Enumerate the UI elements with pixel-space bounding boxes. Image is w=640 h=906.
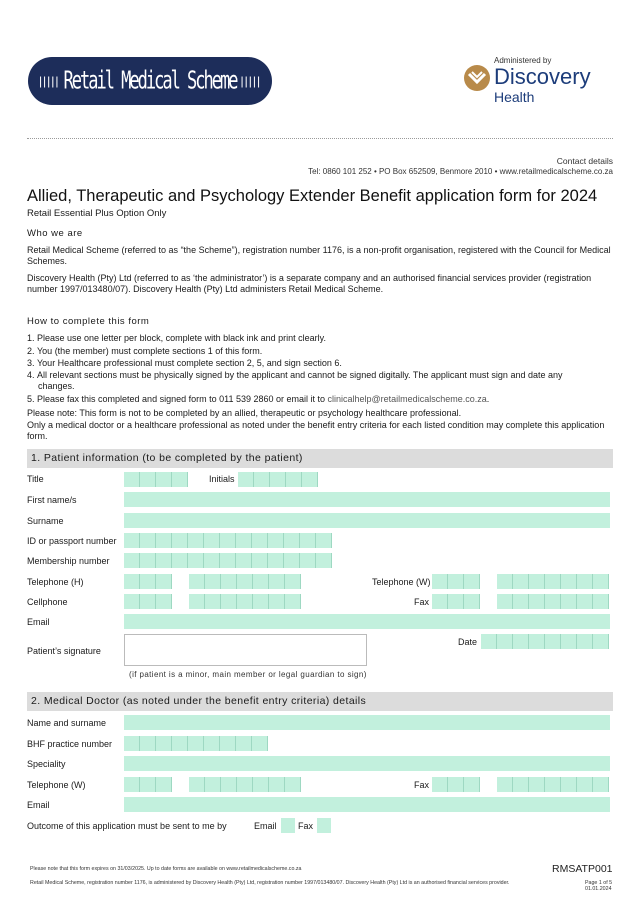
doctor-email-label: Email [27, 800, 50, 810]
how-item-1: 1. Please use one letter per block, complete with black ink and print clearly. [27, 333, 326, 343]
administered-by-label: Administered by [494, 56, 552, 65]
doctor-tel-number-field[interactable] [189, 777, 301, 792]
fax-code-field[interactable] [432, 594, 480, 609]
footer-legal: Retail Medical Scheme, registration number 1176, is administered by Discovery Health (Pty) Ltd, registration number 1997/013480/07. Discovery Health (Pty) Ltd is an authorised financial services provider. [30, 880, 510, 886]
first-names-field[interactable] [124, 492, 610, 507]
initials-field[interactable] [238, 472, 318, 487]
doctor-fax-number-field[interactable] [497, 777, 609, 792]
surname-field[interactable] [124, 513, 610, 528]
signature-label: Patient’s signature [27, 646, 101, 656]
how-item-4: 4. All relevant sections must be physically signed by the applicant and cannot be signed digitally. The applicant must sign and date any changes. [27, 370, 563, 391]
id-field[interactable] [124, 533, 332, 548]
bhf-label: BHF practice number [27, 739, 113, 749]
health-wordmark: Health [494, 89, 535, 105]
who-heading: Who we are [27, 228, 83, 239]
cell-label: Cellphone [27, 597, 68, 607]
cell-number-field[interactable] [189, 594, 301, 609]
fax-label: Fax [414, 597, 430, 607]
first-names-label: First name/s [27, 495, 77, 505]
signature-box[interactable] [124, 634, 367, 666]
tel-w-number-field[interactable] [497, 574, 609, 589]
tel-h-number-field[interactable] [189, 574, 301, 589]
doctor-name-label: Name and surname [27, 718, 107, 728]
page-number: Page 1 of 5 [585, 880, 613, 886]
note-line-1: Please note: This form is not to be completed by an allied, therapeutic or psychology healthcare professional. [27, 408, 462, 418]
outcome-email-label: Email [254, 821, 277, 831]
footer-date: 01.01.2024 [585, 886, 612, 892]
doctor-tel-w-label: Telephone (W) [27, 780, 86, 790]
cell-code-field[interactable] [124, 594, 172, 609]
tel-h-code-field[interactable] [124, 574, 172, 589]
tel-w-code-field[interactable] [432, 574, 480, 589]
logo-bars-right: ||||| [240, 74, 262, 88]
membership-field[interactable] [124, 553, 332, 568]
email-label: Email [27, 617, 50, 627]
section-1-heading: 1. Patient information (to be completed by the patient) [27, 449, 613, 468]
section-2-heading: 2. Medical Doctor (as noted under the benefit entry criteria) details [27, 692, 613, 711]
form-title: Allied, Therapeutic and Psychology Extender Benefit application form for 2024 [27, 187, 598, 205]
form-code: RMSATP001 [552, 863, 613, 875]
doctor-fax-label: Fax [414, 780, 430, 790]
signature-caption: (if patient is a minor, main member or legal guardian to sign) [129, 670, 367, 679]
surname-label: Surname [27, 516, 64, 526]
clinicalhelp-email-link[interactable]: clinicalhelp@retailmedicalscheme.co.za [327, 394, 487, 404]
id-label: ID or passport number [27, 536, 117, 546]
how-item-2: 2. You (the member) must complete sections 1 of this form. [27, 346, 263, 356]
doctor-name-field[interactable] [124, 715, 610, 730]
fax-number-field[interactable] [497, 594, 609, 609]
doctor-fax-code-field[interactable] [432, 777, 480, 792]
who-paragraph-2: Discovery Health (Pty) Ltd (referred to as ‘the administrator’) is a separate company and an authorised financial services provider (registration number 1997/013480/07). Discovery Health (Pty) Ltd administers Retail Medical Scheme. [27, 273, 592, 294]
doctor-tel-code-field[interactable] [124, 777, 172, 792]
how-item-5: 5. Please fax this completed and signed form to 011 539 2860 or email it to clinicalhelp@retailmedicalscheme.co.za. [27, 394, 490, 404]
initials-label: Initials [209, 474, 235, 484]
contact-heading: Contact details [556, 156, 613, 166]
logo-text: Retail Medical Scheme [63, 66, 237, 96]
email-field[interactable] [124, 614, 610, 629]
bhf-field[interactable] [124, 736, 268, 751]
membership-label: Membership number [27, 556, 110, 566]
tel-w-label: Telephone (W) [372, 577, 431, 587]
outcome-fax-checkbox[interactable] [317, 818, 331, 833]
scheme-logo [28, 57, 272, 105]
discovery-logo-icon [462, 63, 492, 93]
outcome-email-checkbox[interactable] [281, 818, 295, 833]
logo-bars-left: ||||| [38, 74, 60, 88]
outcome-label: Outcome of this application must be sent to me by [27, 821, 227, 831]
tel-h-label: Telephone (H) [27, 577, 84, 587]
title-field[interactable] [124, 472, 188, 487]
discovery-wordmark: Discovery [494, 64, 591, 89]
outcome-fax-label: Fax [298, 821, 314, 831]
date-label: Date [458, 637, 478, 647]
note-line-2: Only a medical doctor or a healthcare professional as noted under the benefit entry criteria for each listed condition may complete this application form. [27, 420, 605, 441]
doctor-email-field[interactable] [124, 797, 610, 812]
speciality-label: Speciality [27, 759, 66, 769]
contact-line: Tel: 0860 101 252 • PO Box 652509, Benmore 2010 • www.retailmedicalscheme.co.za [308, 167, 613, 176]
who-paragraph-1: Retail Medical Scheme (referred to as “the Scheme”), registration number 1176, is a non-profit organisation, registered with the Council for Medical Schemes. [27, 245, 611, 266]
how-heading: How to complete this form [27, 316, 150, 327]
how-item-3: 3. Your Healthcare professional must complete section 2, 5, and sign section 6. [27, 358, 342, 368]
form-subtitle: Retail Essential Plus Option Only [27, 208, 167, 219]
header-divider [27, 138, 613, 139]
speciality-field[interactable] [124, 756, 610, 771]
title-label: Title [27, 474, 44, 484]
date-field[interactable] [481, 634, 609, 649]
footer-expiry: Please note that this form expires on 31/03/2025. Up to date forms are available on www.retailmedicalscheme.co.za [30, 866, 302, 872]
